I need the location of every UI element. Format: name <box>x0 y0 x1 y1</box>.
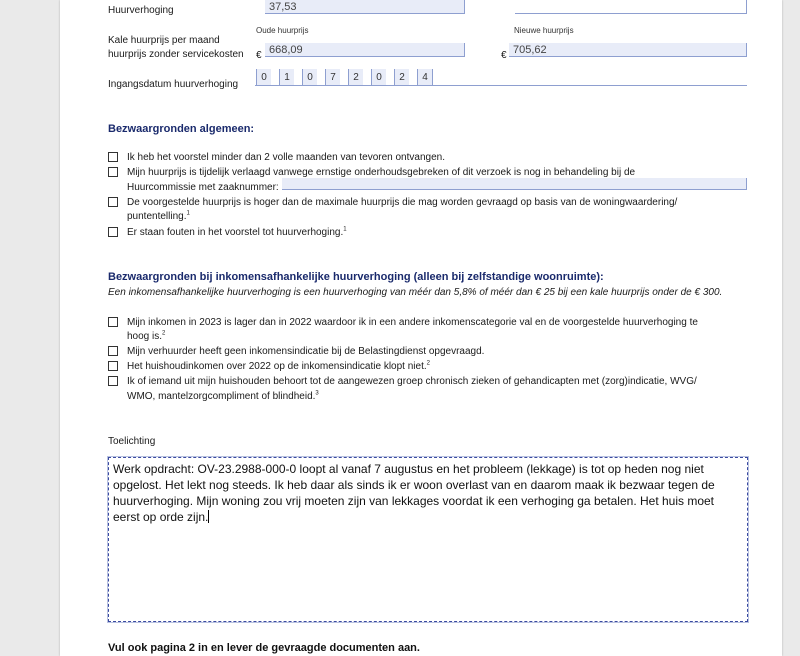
inkomen-item-1-label-line1: Mijn inkomen in 2023 is lager dan in 2022 waardoor ik in een andere inkomenscategorie val en de voorgestelde huurverhoging te <box>127 317 698 328</box>
viewer-background-left <box>0 0 60 656</box>
checkbox-inkomen-4[interactable] <box>108 376 118 386</box>
nieuwe-huurprijs-field[interactable]: 705,62 <box>509 43 747 57</box>
checkbox-inkomen-3[interactable] <box>108 361 118 371</box>
algemeen-item-4-label <box>127 226 347 240</box>
footnote-ref-2a: 2 <box>162 330 166 337</box>
date-digit-8[interactable]: 4 <box>417 69 433 85</box>
algemeen-item-1-label: Ik heb het voorstel minder dan 2 volle maanden van tevoren ontvangen. <box>127 152 445 163</box>
checkbox-algemeen-2[interactable] <box>108 167 118 177</box>
algemeen-item-2-label-line1: Mijn huurprijs is tijdelijk verlaagd vanwege ernstige onderhoudsgebreken of dit verzoek is nog in behandeling bij de <box>127 167 636 178</box>
algemeen-item-3-text: puntentelling. <box>127 211 187 222</box>
date-digit-5[interactable]: 2 <box>348 69 363 85</box>
kale-huurprijs-label-line1: Kale huurprijs per maand <box>108 35 220 46</box>
checkbox-algemeen-3[interactable] <box>108 197 118 207</box>
bezwaar-inkomen-heading: Bezwaargronden bij inkomensafhankelijke huurverhoging (alleen bij zelfstandige woonruimte): <box>108 271 604 283</box>
nieuwe-huurprijs-label: Nieuwe huurprijs <box>514 26 574 35</box>
inkomen-item-1-label-line2 <box>127 330 165 344</box>
bezwaar-algemeen-heading: Bezwaargronden algemeen: <box>108 123 255 135</box>
checkbox-inkomen-2[interactable] <box>108 346 118 356</box>
checkbox-algemeen-1[interactable] <box>108 152 118 162</box>
algemeen-item-2-label-line2: Huurcommissie met zaaknummer: <box>127 182 279 193</box>
toelichting-text: Werk opdracht: OV-23.2988-000-0 loopt al vanaf 7 augustus en het probleem (lekkage) is tot op heden nog niet opgelost. Het lekt nog steeds. Ik heb daar als sinds ik er woon overlast van en daarom maak ik bezwaar tegen de huurverhoging. Mijn woning zou vrij moeten zijn van lekkages voordat ik een verhoging ga betalen. Het huis moet eerst op orde zijn. <box>113 462 715 524</box>
date-digit-4[interactable]: 7 <box>325 69 340 85</box>
footnote-ref-3: 3 <box>315 390 319 397</box>
kale-huurprijs-label-line2: huurprijs zonder servicekosten <box>108 49 244 60</box>
inkomen-item-4-label-line1: Ik of iemand uit mijn huishouden behoort tot de aangewezen groep chronisch zieken of gehandicapten met (zorg)indicatie, WVG/ <box>127 376 697 387</box>
date-digit-2[interactable]: 1 <box>279 69 294 85</box>
inkomen-item-1-text: hoog is. <box>127 331 163 342</box>
ingangsdatum-underline <box>255 85 747 86</box>
footer-instruction: Vul ook pagina 2 in en lever de gevraagde documenten aan. <box>108 642 420 654</box>
date-digit-1[interactable]: 0 <box>256 69 271 85</box>
text-cursor <box>208 510 209 523</box>
inkomen-item-3-text: Het huishoudinkomen over 2022 op de inkomensindicatie klopt niet. <box>127 361 427 372</box>
checkbox-algemeen-4[interactable] <box>108 227 118 237</box>
inkomen-item-4-label-line2 <box>127 390 319 404</box>
bezwaar-inkomen-subtitle: Een inkomensafhankelijke huurverhoging is een huurverhoging van méér dan 5,8% of méér dan € 25 bij een kale huurprijs onder de € 300. <box>108 287 723 298</box>
inkomen-item-4-text: WMO, mantelzorgcompliment of blindheid. <box>127 391 316 402</box>
footnote-ref-2b: 2 <box>426 360 430 367</box>
oude-huurprijs-field[interactable]: 668,09 <box>265 43 465 57</box>
algemeen-item-3-label-line2 <box>127 210 190 224</box>
euro-symbol-oude: € <box>256 50 262 61</box>
zaaknummer-field[interactable] <box>282 178 747 190</box>
footnote-ref-1a: 1 <box>186 210 190 217</box>
huurverhoging-field[interactable]: 37,53 <box>265 0 465 14</box>
toelichting-label: Toelichting <box>108 436 156 447</box>
footnote-ref-1b: 1 <box>343 226 347 233</box>
ingangsdatum-label: Ingangsdatum huurverhoging <box>108 79 239 90</box>
viewer-background-right <box>782 0 800 656</box>
date-digit-7[interactable]: 2 <box>394 69 409 85</box>
huurverhoging-label: Huurverhoging <box>108 5 174 16</box>
date-digit-6[interactable]: 0 <box>371 69 386 85</box>
algemeen-item-4-text: Er staan fouten in het voorstel tot huurverhoging. <box>127 227 344 238</box>
algemeen-item-3-label-line1: De voorgestelde huurprijs is hoger dan de maximale huurprijs die mag worden gevraagd op basis van de woningwaardering/ <box>127 197 678 208</box>
toelichting-textarea[interactable] <box>108 457 748 622</box>
date-digit-3[interactable]: 0 <box>302 69 317 85</box>
checkbox-inkomen-1[interactable] <box>108 317 118 327</box>
inkomen-item-3-label <box>127 360 430 374</box>
document-page <box>60 0 782 656</box>
huurverhoging-extra-field[interactable] <box>515 0 747 14</box>
oude-huurprijs-label: Oude huurprijs <box>256 26 309 35</box>
euro-symbol-nieuwe: € <box>501 50 507 61</box>
inkomen-item-2-label: Mijn verhuurder heeft geen inkomensindicatie bij de Belastingdienst opgevraagd. <box>127 346 485 357</box>
